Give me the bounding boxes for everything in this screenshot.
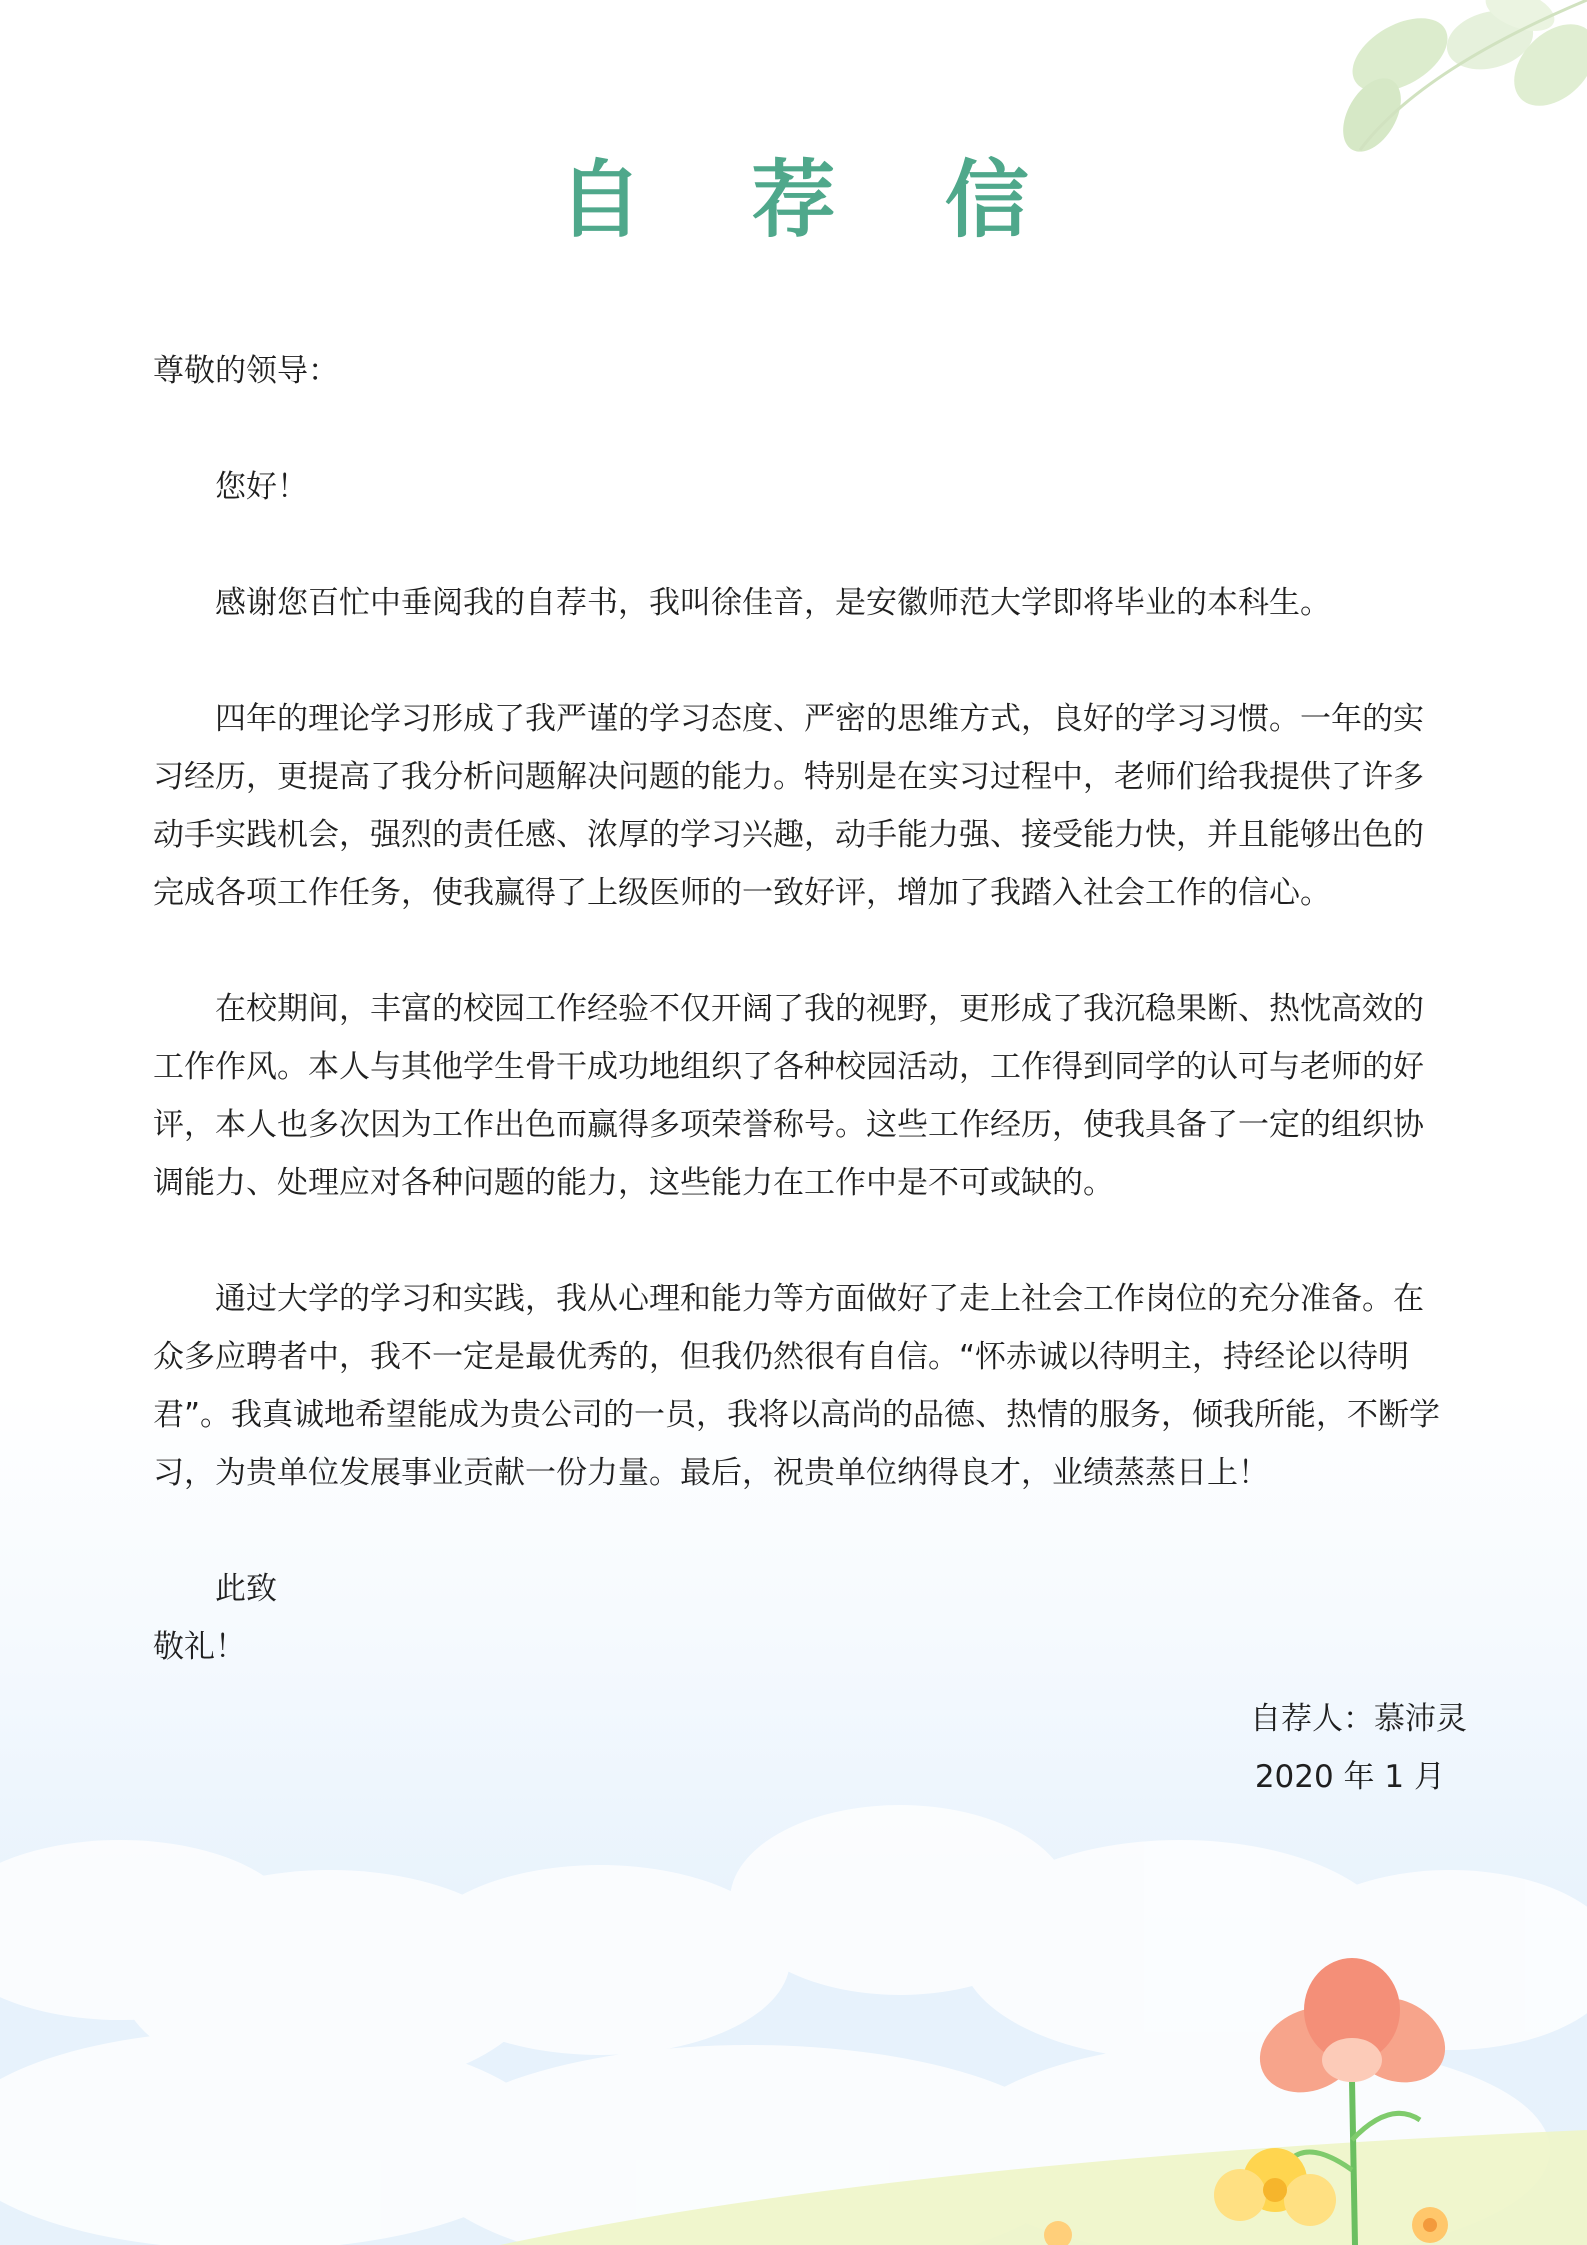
paragraph-line: 调能力、处理应对各种问题的能力，这些能力在工作中是不可或缺的。 (153, 1165, 1114, 1201)
date: 2020 年 1 月 (1254, 1759, 1445, 1795)
paragraph-3 (153, 980, 1473, 1212)
letter-body (153, 342, 1473, 1676)
paragraph-line: 完成各项工作任务，使我赢得了上级医师的一致好评，增加了我踏入社会工作的信心。 (153, 875, 1331, 911)
paragraph-line: 动手实践机会，强烈的责任感、浓厚的学习兴趣，动手能力强、接受能力快，并且能够出色的 (153, 817, 1424, 853)
paragraph-line: 评，本人也多次因为工作出色而赢得多项荣誉称号。这些工作经历，使我具备了一定的组织协 (153, 1107, 1424, 1143)
leaf-cluster-icon (1331, 0, 1587, 162)
salutation: 尊敬的领导： (153, 353, 339, 389)
paragraph-line: 君”。我真诚地希望能成为贵公司的一员，我将以高尚的品德、热情的服务，倾我所能，不断学 (153, 1397, 1441, 1433)
paragraph-line: 习，为贵单位发展事业贡献一份力量。最后，祝贵单位纳得良才，业绩蒸蒸日上！ (153, 1455, 1269, 1491)
greeting: 您好！ (215, 469, 308, 505)
signature-block (1250, 1690, 1467, 1806)
paragraph-line: 通过大学的学习和实践，我从心理和能力等方面做好了走上社会工作岗位的充分准备。在 (215, 1281, 1424, 1317)
paragraph-line: 四年的理论学习形成了我严谨的学习态度、严密的思维方式，良好的学习习惯。一年的实 (215, 701, 1424, 737)
signature: 自荐人：慕沛灵 (1250, 1701, 1467, 1737)
paragraph-1: 感谢您百忙中垂阅我的自荐书，我叫徐佳音，是安徽师范大学即将毕业的本科生。 (215, 585, 1331, 621)
page-title: 自 荐 信 (558, 151, 1069, 249)
paragraph-line: 工作作风。本人与其他学生骨干成功地组织了各种校园活动，工作得到同学的认可与老师的好 (153, 1049, 1424, 1085)
closing-line-1: 此致 (215, 1571, 277, 1607)
paragraph-4 (153, 1270, 1473, 1502)
closing-line-2: 敬礼！ (153, 1629, 246, 1665)
paragraph-line: 习经历，更提高了我分析问题解决问题的能力。特别是在实习过程中，老师们给我提供了许多 (153, 759, 1424, 795)
paragraph-line: 众多应聘者中，我不一定是最优秀的，但我仍然很有自信。“怀赤诚以待明主，持经论以待明 (153, 1339, 1410, 1375)
paragraph-2 (153, 690, 1473, 922)
paragraph-line: 在校期间，丰富的校园工作经验不仅开阔了我的视野，更形成了我沉稳果断、热忱高效的 (215, 991, 1424, 1027)
